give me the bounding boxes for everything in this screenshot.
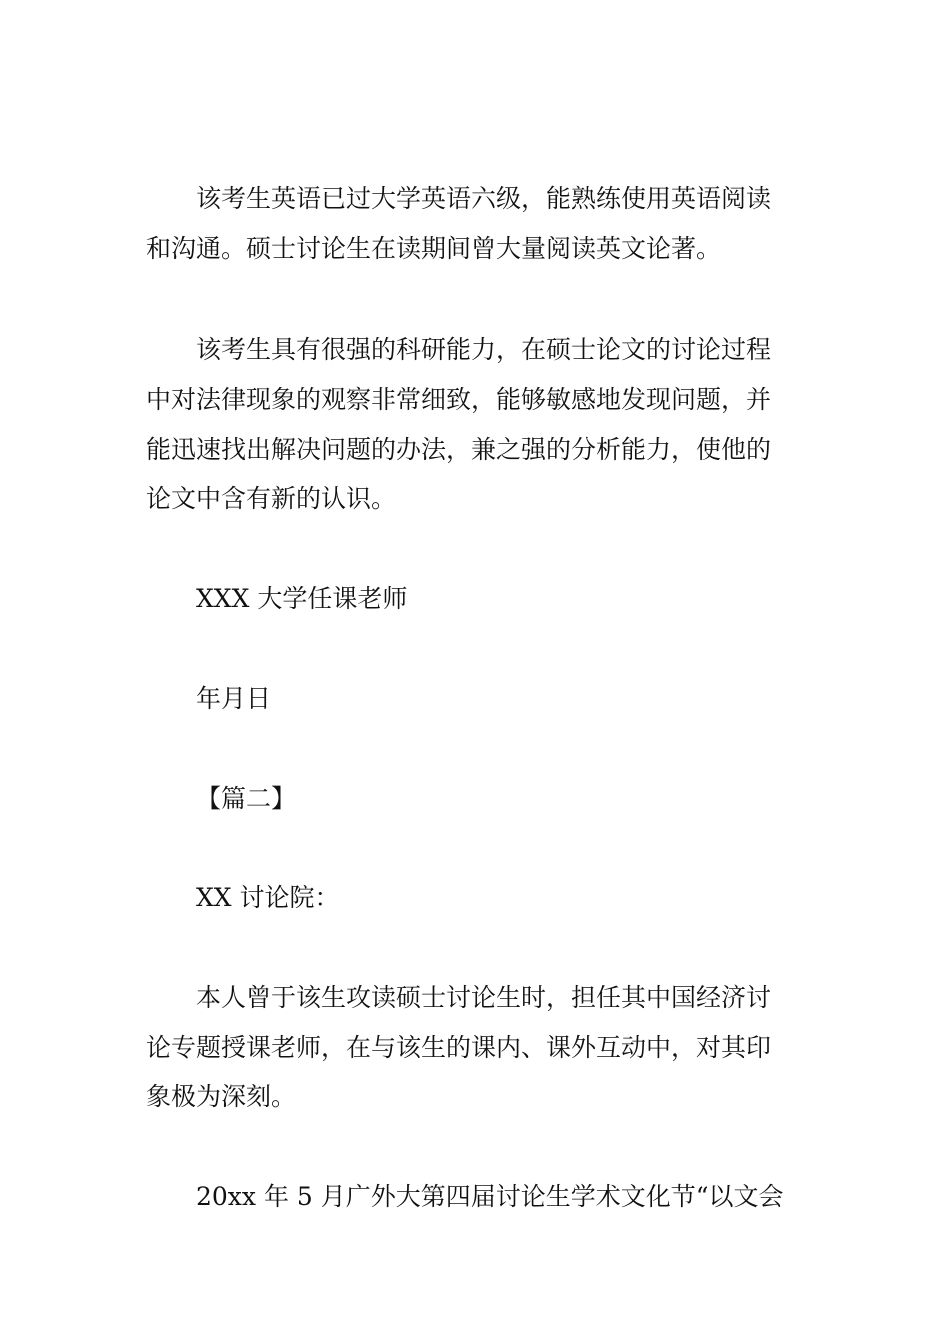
paragraph-line: 论文中含有新的认识。 bbox=[146, 482, 810, 516]
paragraph-line: 该考生英语已过大学英语六级，能熟练使用英语阅读 bbox=[196, 182, 810, 216]
paragraph-line: 能迅速找出解决问题的办法，兼之强的分析能力，使他的 bbox=[146, 433, 810, 467]
date-line: 年月日 bbox=[196, 682, 810, 716]
paragraph-line: 20xx 年 5 月广外大第四届讨论生学术文化节“以文会 bbox=[196, 1180, 810, 1214]
paragraph-line: 论专题授课老师，在与该生的课内、课外互动中，对其印 bbox=[146, 1031, 810, 1065]
paragraph-line: 象极为深刻。 bbox=[146, 1080, 810, 1114]
paragraph-line: 该考生具有很强的科研能力，在硕士论文的讨论过程 bbox=[196, 333, 810, 367]
section-heading: 【篇二】 bbox=[196, 782, 810, 816]
paragraph-line: 中对法律现象的观察非常细致，能够敏感地发现问题，并 bbox=[146, 383, 810, 417]
signature-line: XXX 大学任课老师 bbox=[196, 582, 810, 616]
paragraph-line: 本人曾于该生攻读硕士讨论生时，担任其中国经济讨 bbox=[196, 981, 810, 1015]
salutation-line: XX 讨论院： bbox=[196, 881, 810, 915]
paragraph-line: 和沟通。硕士讨论生在读期间曾大量阅读英文论著。 bbox=[146, 232, 810, 266]
